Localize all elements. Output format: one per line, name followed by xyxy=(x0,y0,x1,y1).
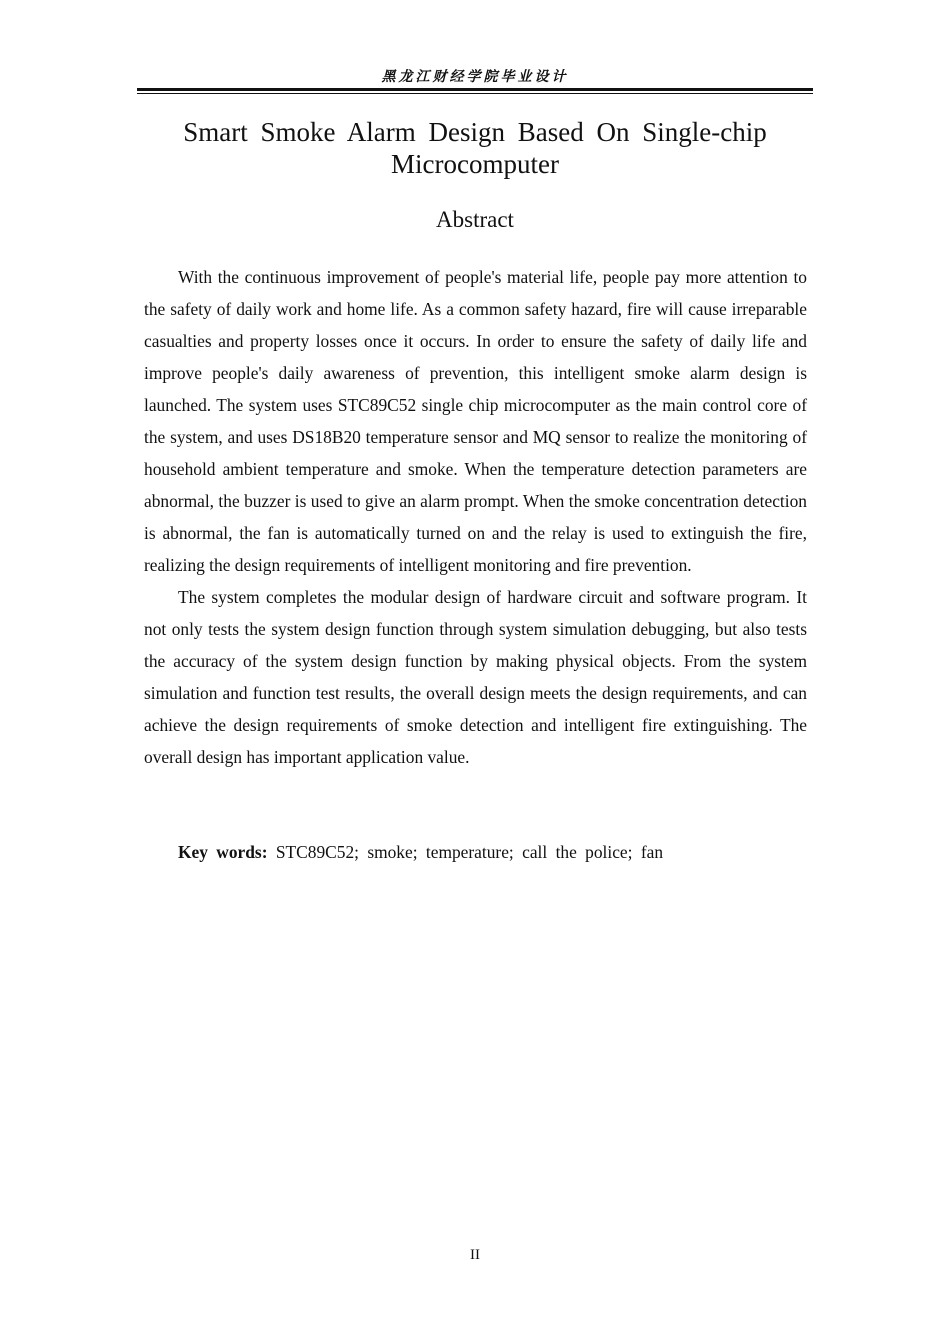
abstract-heading: Abstract xyxy=(436,207,514,232)
abstract-paragraph-1: With the continuous improvement of people's material life, people pay more attention to the safety of daily work and home life. As a common safety hazard, fire will cause irreparable casualties and property losses once it occurs. In order to ensure the safety of daily life and improve people's daily awareness of prevention, this intelligent smoke alarm design is launched. The system uses STC89C52 single chip microcomputer as the main control core of the system, and uses DS18B20 temperature sensor and MQ sensor to realize the monitoring of household ambient temperature and smoke. When the temperature detection parameters are abnormal, the buzzer is used to give an alarm prompt. When the smoke concentration detection is abnormal, the fan is automatically turned on and the relay is used to extinguish the fire, realizing the design requirements of intelligent monitoring and fire prevention. xyxy=(144,267,807,575)
abstract-body xyxy=(144,261,807,773)
header-rule-thick xyxy=(137,88,813,91)
abstract-paragraph-2: The system completes the modular design of hardware circuit and software program. It not only tests the system design function through system simulation debugging, but also tests the accuracy of the system design function by making physical objects. From the system simulation and function test results, the overall design meets the design requirements, and can achieve the design requirements of smoke detection and intelligent fire extinguishing. The overall design has important application value. xyxy=(144,587,807,767)
keywords-line xyxy=(178,836,818,868)
running-header: 黑龙江财经学院毕业设计 xyxy=(381,69,569,85)
header-rule-thin xyxy=(137,93,813,94)
page-number: II xyxy=(470,1247,480,1263)
paper-title: Smart Smoke Alarm Design Based On Single-chip Microcomputer xyxy=(183,117,767,179)
keywords-text: STC89C52; smoke; temperature; call the police; fan xyxy=(275,842,664,862)
keywords-label: Key words: xyxy=(178,842,268,862)
